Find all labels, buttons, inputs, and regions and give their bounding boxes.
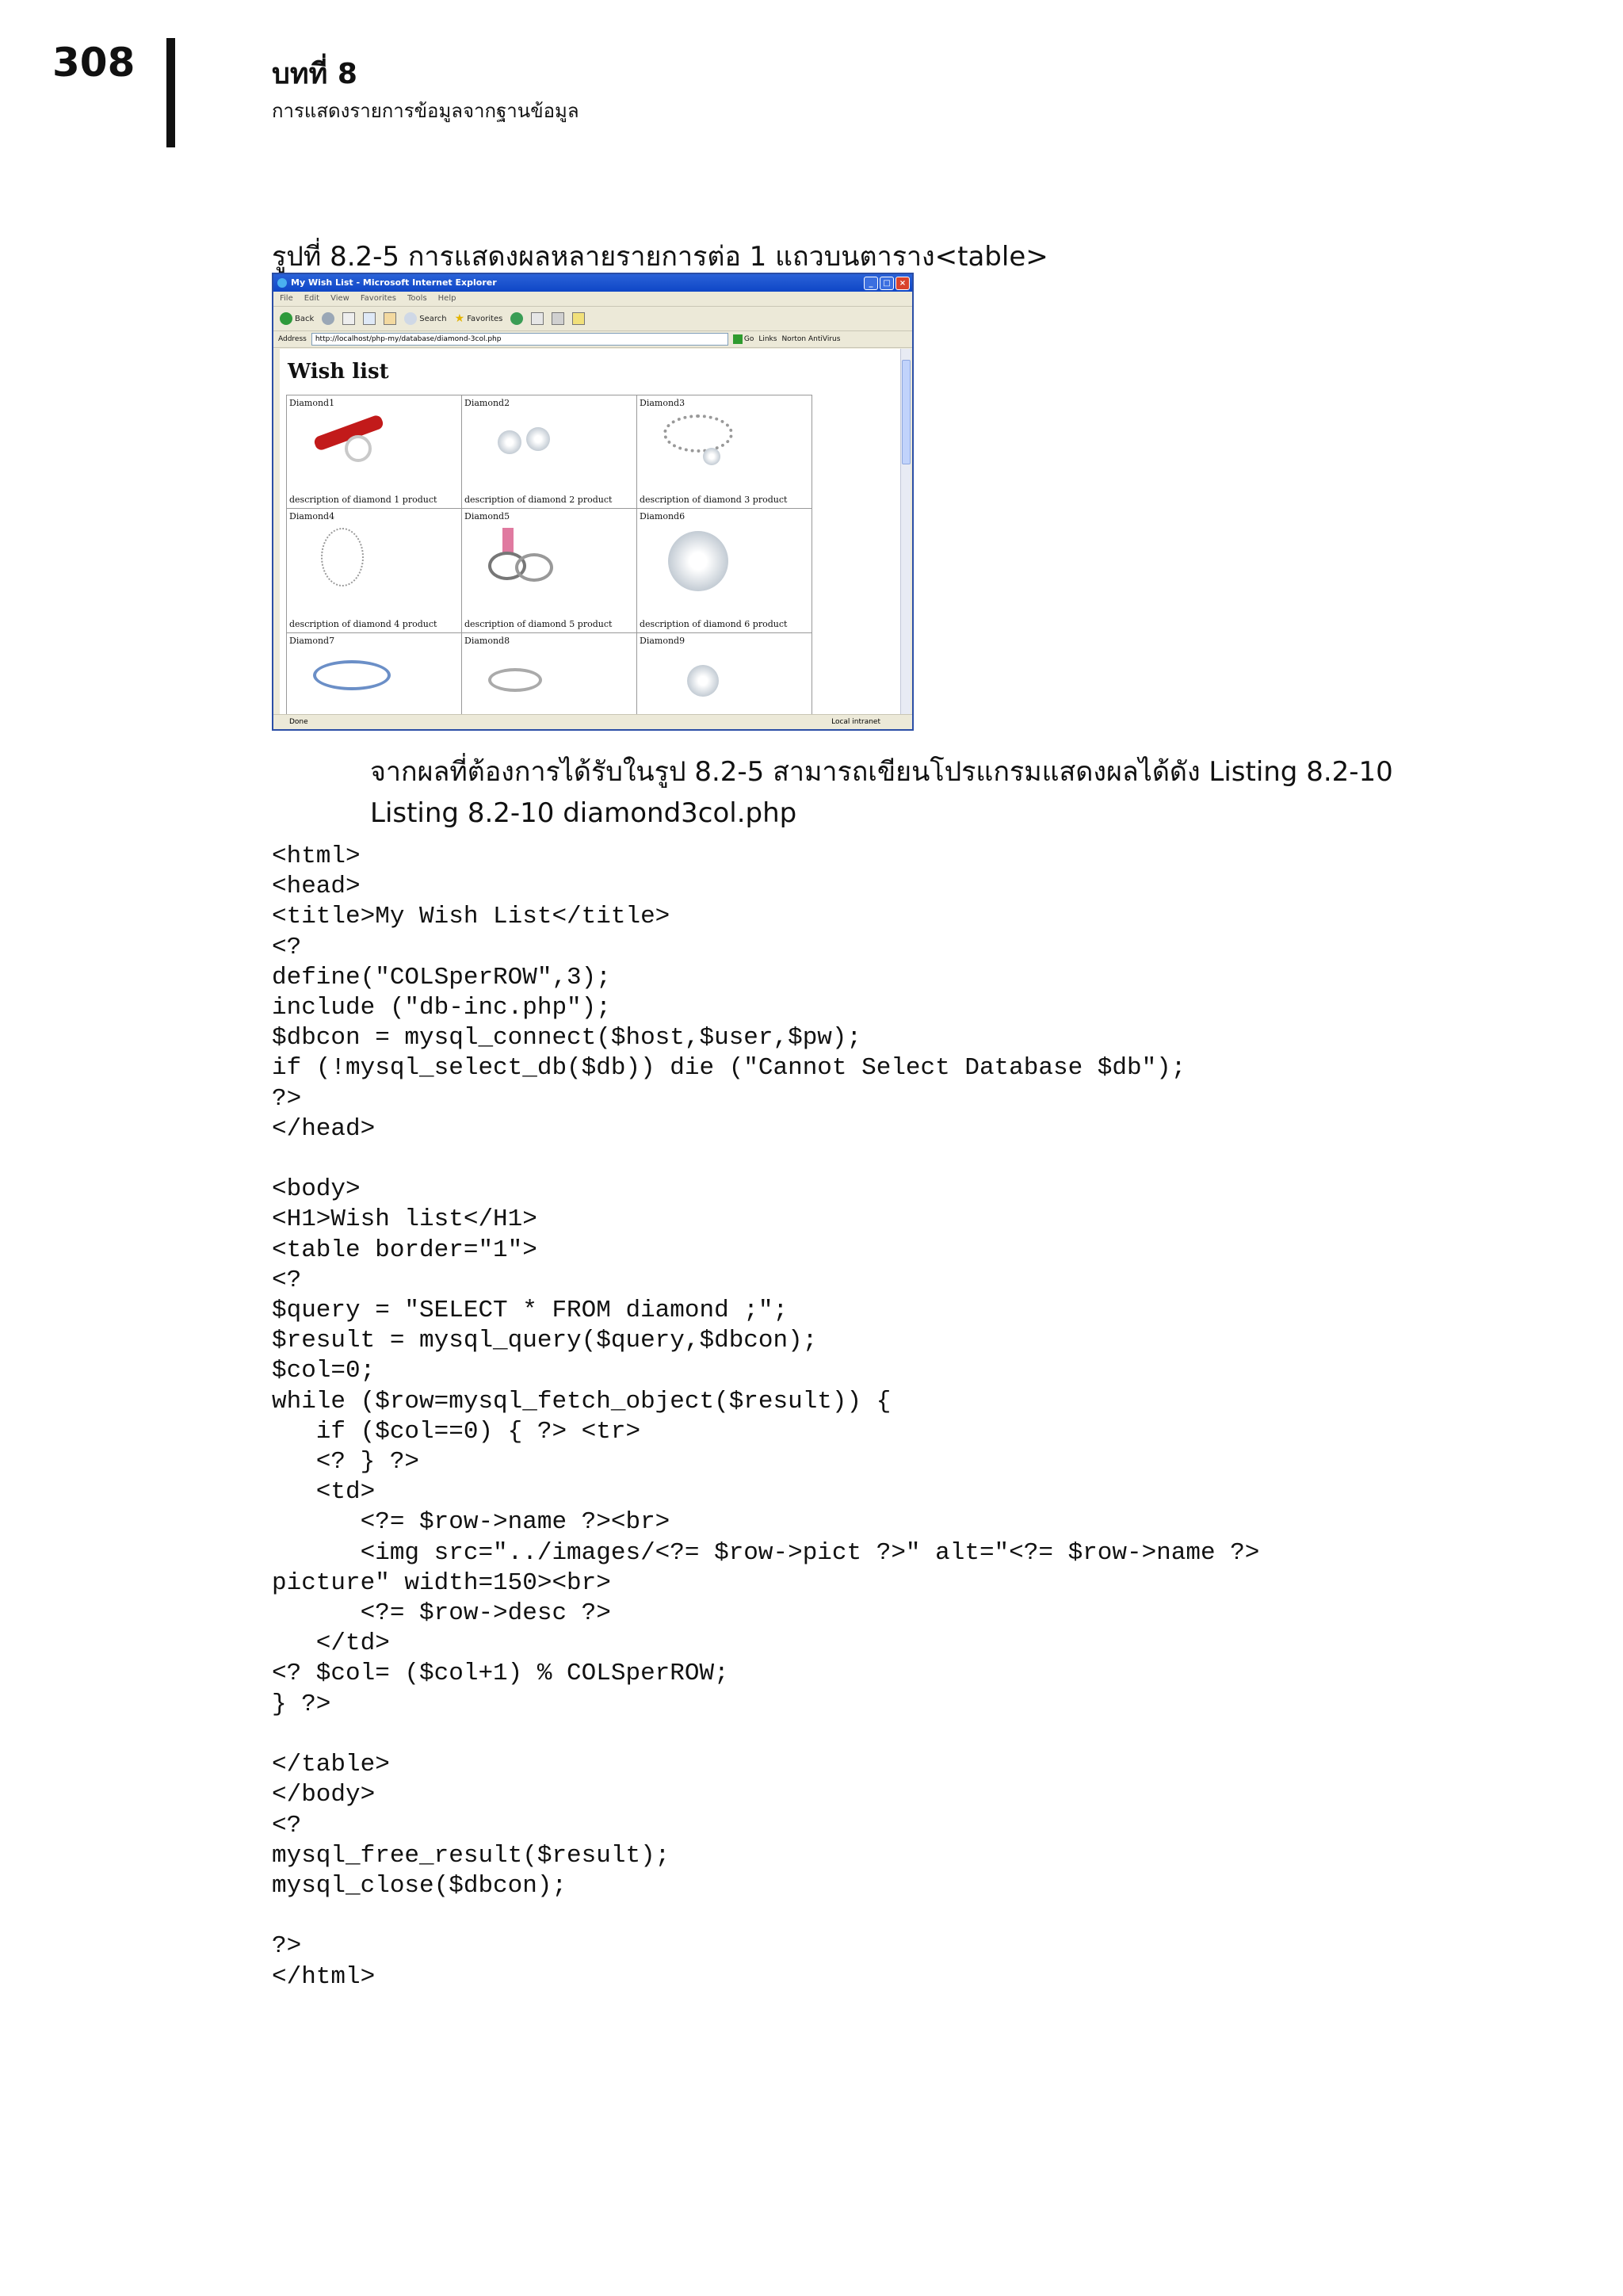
- product-name: Diamond6: [640, 511, 685, 521]
- menu-help[interactable]: Help: [437, 294, 456, 303]
- window-controls: [864, 277, 910, 290]
- folder-icon[interactable]: [572, 312, 585, 325]
- ie-icon: [277, 278, 287, 288]
- favorites-button[interactable]: [455, 312, 503, 325]
- refresh-icon[interactable]: [363, 312, 376, 325]
- address-label: Address: [278, 335, 307, 343]
- print-icon[interactable]: [552, 312, 564, 325]
- browser-screenshot: [272, 273, 914, 731]
- table-cell: [462, 395, 637, 509]
- earrings-image: [480, 411, 567, 475]
- product-name: Diamond5: [464, 511, 510, 521]
- back-button[interactable]: [280, 312, 314, 325]
- browser-titlebar: [273, 274, 912, 292]
- table-cell: [287, 633, 462, 716]
- links-label[interactable]: Links: [758, 335, 777, 343]
- table-cell: [462, 633, 637, 716]
- page-number: 308: [52, 40, 136, 86]
- product-description: description of diamond 1 product: [289, 495, 437, 505]
- listing-title: Listing 8.2-10 diamond3col.php: [370, 797, 797, 829]
- ring-image: [305, 649, 392, 712]
- go-arrow-icon: [733, 334, 743, 344]
- product-name: Diamond2: [464, 398, 510, 408]
- table-cell: [637, 633, 812, 716]
- star-icon: ★: [454, 312, 465, 325]
- product-description: description of diamond 2 product: [464, 495, 613, 505]
- maximize-icon[interactable]: □: [880, 277, 894, 290]
- table-row: [287, 395, 812, 509]
- window-title: My Wish List - Microsoft Internet Explorer: [291, 277, 497, 288]
- menu-favorites[interactable]: Favorites: [360, 294, 397, 303]
- product-description: description of diamond 4 product: [289, 619, 437, 629]
- loose-diamond-image: [655, 525, 743, 588]
- norton-label[interactable]: Norton AntiVirus: [781, 335, 841, 343]
- code-listing: <html> <head> <title>My Wish List</title> <? define("COLSperROW",3); include ("db-inc.php"); $dbcon = mysql_connect($host,$user,$pw); if (!mysql_select_db($db)) die ("Cannot Select Database $db"); ?> </head> <body> <H1>Wish list</H1> <table border="1"> <? $query = "SELECT * FROM diamond ;"; $result = mysql_query($query,$dbcon); $col=0; while ($row=mysql_fetch_object($result)) { if ($col==0) { ?> <tr> <? } ?> <td> <?= $row->name ?><br> <img src="../images/<?= $row->pict ?>" alt="<?= $row->name ?> picture" width=150><br> <?= $row->desc ?> </td> <? $col= ($col+1) % COLSperROW; } ?> </table> </body> <? mysql_free_result($result); mysql_close($dbcon); ?> </html>: [272, 842, 1260, 1991]
- watch-rings-image: [480, 525, 567, 588]
- intro-paragraph: จากผลที่ต้องการได้รับในรูป 8.2-5 สามารถเขียนโปรแกรมแสดงผลได้ดัง Listing 8.2-10: [370, 756, 1393, 788]
- status-text: Done: [289, 718, 308, 726]
- bracelet-image: [655, 411, 743, 475]
- search-label: Search: [419, 314, 447, 323]
- table-row: [287, 633, 812, 716]
- diamond-image: [655, 649, 743, 712]
- close-icon[interactable]: ×: [896, 277, 910, 290]
- product-description: description of diamond 3 product: [640, 495, 788, 505]
- address-bar: [273, 331, 912, 348]
- browser-toolbar: [273, 307, 912, 331]
- go-label: Go: [743, 335, 754, 343]
- browser-statusbar: [273, 714, 912, 729]
- mail-icon[interactable]: [531, 312, 544, 325]
- product-name: Diamond9: [640, 636, 685, 646]
- address-input[interactable]: http://localhost/php-my/database/diamond-3col.php: [311, 333, 728, 346]
- wish-table: [286, 395, 812, 715]
- table-cell: [637, 395, 812, 509]
- menu-tools[interactable]: Tools: [407, 294, 427, 303]
- wish-list-heading: Wish list: [288, 360, 389, 384]
- table-cell: [637, 509, 812, 633]
- menu-view[interactable]: View: [330, 294, 349, 303]
- stop-icon[interactable]: [342, 312, 355, 325]
- browser-scrollbar[interactable]: [900, 349, 911, 715]
- product-name: Diamond7: [289, 636, 335, 646]
- browser-menubar: [273, 292, 912, 307]
- browser-content: [280, 349, 901, 715]
- chapter-subtitle: การแสดงรายการข้อมูลจากฐานข้อมูล: [272, 100, 579, 122]
- menu-edit[interactable]: Edit: [304, 294, 320, 303]
- home-icon[interactable]: [384, 312, 396, 325]
- back-arrow-icon: [280, 312, 292, 325]
- history-icon[interactable]: [510, 312, 523, 325]
- product-name: Diamond3: [640, 398, 685, 408]
- back-label: Back: [295, 314, 315, 323]
- figure-caption: รูปที่ 8.2-5 การแสดงผลหลายรายการต่อ 1 แถวบนตาราง<table>: [272, 241, 1048, 273]
- forward-arrow-icon[interactable]: [322, 312, 334, 325]
- table-cell: [287, 509, 462, 633]
- go-button[interactable]: [733, 334, 754, 344]
- ring-image: [480, 649, 567, 712]
- product-name: Diamond4: [289, 511, 335, 521]
- header-rule: [166, 38, 175, 147]
- product-name: Diamond1: [289, 398, 335, 408]
- product-name: Diamond8: [464, 636, 510, 646]
- ring-ribbon-image: [305, 411, 392, 475]
- search-icon: [404, 312, 417, 325]
- menu-file[interactable]: File: [280, 294, 293, 303]
- table-cell: [287, 395, 462, 509]
- search-button[interactable]: [404, 312, 446, 325]
- necklace-image: [305, 525, 392, 588]
- chapter-title: บทที่ 8: [272, 58, 357, 90]
- scroll-thumb[interactable]: [902, 360, 911, 464]
- table-row: [287, 509, 812, 633]
- product-description: description of diamond 5 product: [464, 619, 613, 629]
- table-cell: [462, 509, 637, 633]
- favorites-label: Favorites: [467, 314, 503, 323]
- minimize-icon[interactable]: _: [864, 277, 878, 290]
- product-description: description of diamond 6 product: [640, 619, 788, 629]
- status-zone: Local intranet: [831, 718, 880, 726]
